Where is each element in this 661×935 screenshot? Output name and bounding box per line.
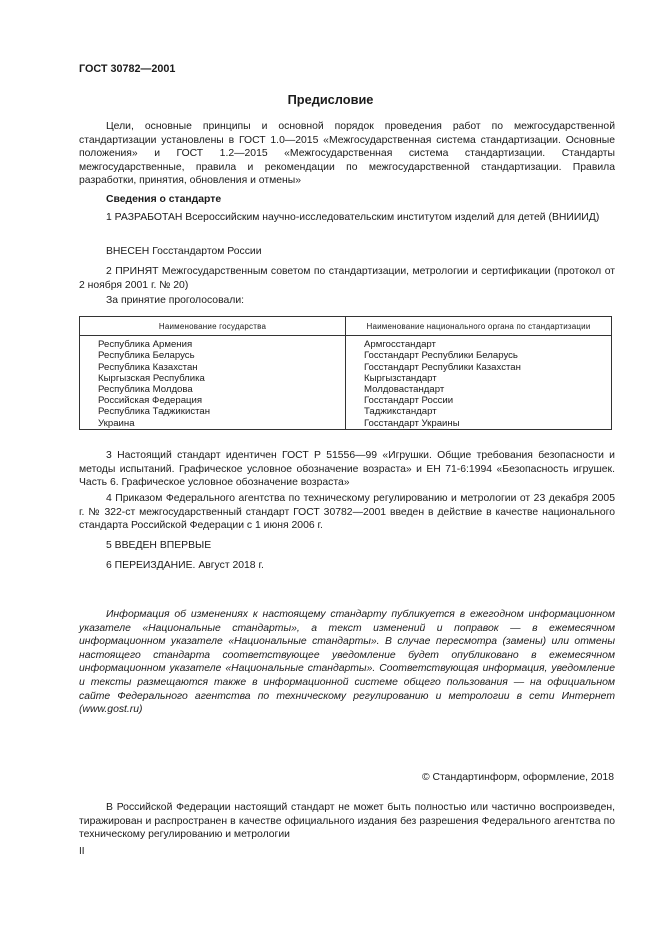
standard-code: ГОСТ 30782—2001: [79, 63, 176, 75]
item-2-paragraph: 2 ПРИНЯТ Межгосударственным советом по стандартизации, метрологии и сертификации (протокол от 2 ноября 2001 г. № 20): [79, 266, 615, 291]
page-number: II: [79, 846, 85, 857]
member-states-table: [79, 316, 612, 430]
introduced-line: ВНЕСЕН Госстандартом России: [106, 246, 262, 257]
copyright-line: © Стандартинформ, оформление, 2018: [421, 772, 614, 783]
item-6-line: 6 ПЕРЕИЗДАНИЕ. Август 2018 г.: [106, 560, 264, 571]
states-column: [80, 336, 346, 430]
changes-info-paragraph: Информация об изменениях к настоящему стандарту публикуется в ежегодном информационном указателе «Национальные стандарты», а текст изменений и поправок — в ежемесячном информационном указателе «Национальные стандарты». В случае пересмотра (замены) или отмены настоящего стандарта соответствующее уведомление будет опубликовано в ежемесячном информационном указателе «Национальные стандарты». Соответствующая информация, уведомление и тексты размещаются также в информационной системе общего пользования — на официальном сайте Федерального агентства по техническому регулированию и метрологии в сети Интернет (www.gost.ru): [79, 609, 615, 716]
body-name: Кыргызстандарт: [364, 372, 437, 384]
state-name: Российская Федерация: [98, 395, 203, 407]
body-name: Госстандарт Республики Казахстан: [364, 361, 521, 373]
body-name: Армгосстандарт: [364, 339, 436, 351]
page-title: Предисловие: [287, 92, 374, 107]
item-4-paragraph: 4 Приказом Федерального агентства по техническому регулированию и метрологии от 23 декабря 2005 г. № 322-ст межгосударственный стандарт ГОСТ 30782—2001 введен в действие в качестве национального стандарта Российской Федерации с 1 июня 2006 г.: [79, 493, 615, 532]
intro-paragraph: Цели, основные принципы и основной порядок проведения работ по межгосударственной стандартизации установлены в ГОСТ 1.0—2015 «Межгосударственная система стандартизации. Основные положения» и ГОСТ 1.2—2015 «Межгосударственная система стандартизации. Стандарты межгосударственные, правила и рекомендации по межгосударственной стандартизации. Правила разработки, принятия, обновления и отмены»: [79, 121, 615, 187]
state-name: Республика Армения: [98, 339, 193, 351]
state-name: Республика Таджикистан: [98, 406, 211, 418]
state-name: Украина: [98, 417, 135, 429]
table-header-body: Наименование национального органа по стандартизации: [346, 317, 612, 336]
item-3-paragraph: 3 Настоящий стандарт идентичен ГОСТ Р 51556—99 «Игрушки. Общие требования безопасности и методы испытаний. Графическое условное обозначение возраста» и ЕН 71-6:1994 «Безопасность игрушек. Часть 6. Графическое условное обозначение возраста»: [79, 450, 615, 489]
table-row: [80, 336, 612, 430]
body-name: Госстандарт Республики Беларусь: [364, 350, 518, 362]
item-1-paragraph: 1 РАЗРАБОТАН Всероссийским научно-исследовательским институтом изделий для детей (ВНИИИД): [106, 212, 600, 223]
state-name: Республика Беларусь: [98, 350, 195, 362]
table-header-row: [80, 317, 612, 336]
info-heading: Сведения о стандарте: [106, 194, 222, 205]
state-name: Республика Молдова: [98, 383, 193, 395]
state-name: Кыргызская Республика: [98, 372, 205, 384]
bodies-column: [346, 336, 612, 430]
voted-line: За принятие проголосовали:: [106, 295, 245, 306]
table-header-state: Наименование государства: [80, 317, 346, 336]
body-name: Таджикстандарт: [364, 406, 437, 418]
body-name: Госстандарт России: [364, 395, 454, 407]
body-name: Молдовастандарт: [364, 383, 445, 395]
body-name: Госстандарт Украины: [364, 417, 460, 429]
rights-paragraph: В Российской Федерации настоящий стандарт не может быть полностью или частично воспроизведен, тиражирован и распространен в качестве официального издания без разрешения Федерального агентства по техническому регулированию и метрологии: [79, 802, 615, 841]
item-5-line: 5 ВВЕДЕН ВПЕРВЫЕ: [106, 540, 212, 551]
state-name: Республика Казахстан: [98, 361, 198, 373]
